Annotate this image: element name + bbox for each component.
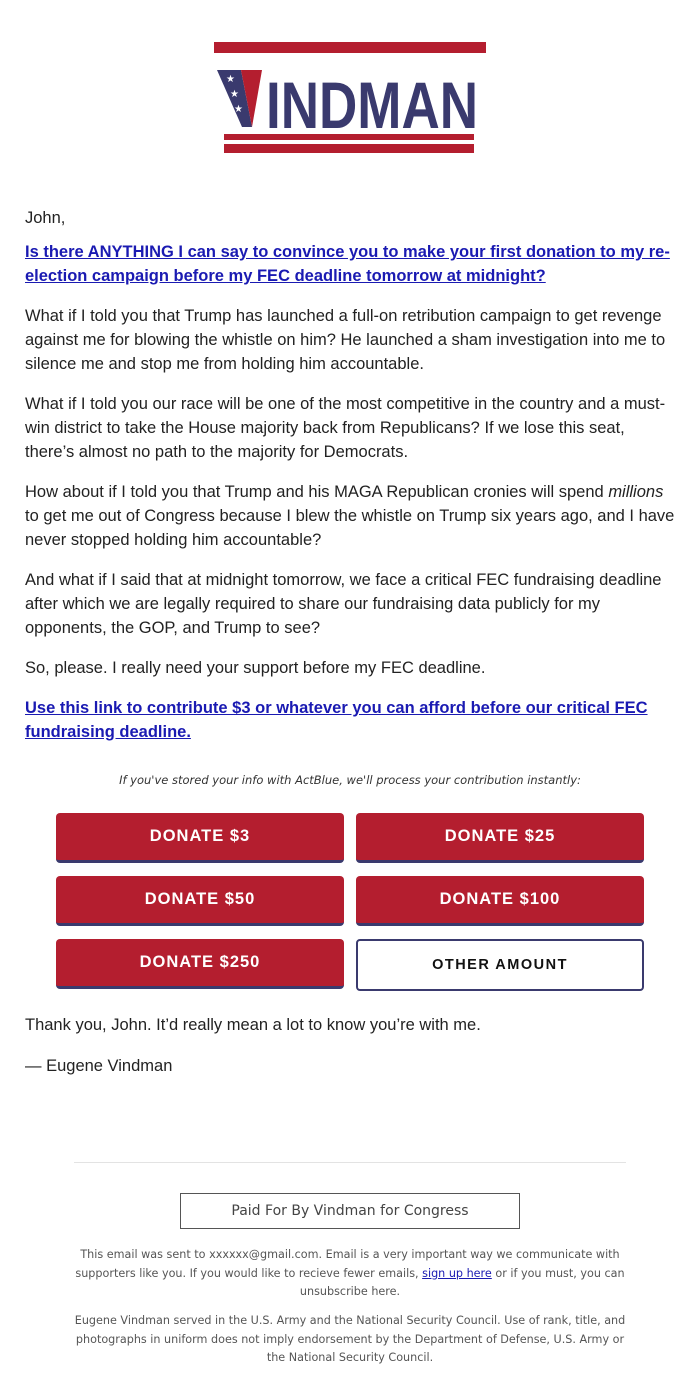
unsubscribe-link[interactable]: unsubscribe here [299,1285,397,1298]
svg-text:INDMAN: INDMAN [266,68,478,142]
paragraph-1: What if I told you that Trump has launched a full-on retribution campaign to get revenge against me for blowing the whistle on him? He launched a sham investigation into me to silence me and stop me from holding him accountable. [25,307,666,373]
other-amount-button[interactable]: OTHER AMOUNT [356,939,644,991]
contribute-link[interactable]: Use this link to contribute $3 or whatever you can afford before our critical FEC fundraising deadline. [25,699,648,741]
sign-up-link[interactable]: sign up here [422,1266,492,1280]
paid-for-box: Paid For By Vindman for Congress [180,1193,520,1229]
footer-email-notice: This email was sent to xxxxxx@gmail.com. Email is a very important way we communicate with supporters like you. If you would like to recieve fewer emails, sign up here or if you must, you can unsubscribe here. [75,1248,625,1298]
emphasis-millions: millions [608,483,664,501]
footer-divider [74,1162,626,1163]
donate-100-button[interactable]: DONATE $100 [356,876,644,926]
greeting: John, [25,209,66,227]
actblue-note: If you've stored your info with ActBlue, we'll process your contribution instantly: [119,773,581,787]
paragraph-4: And what if I said that at midnight tomorrow, we face a critical FEC fundraising deadline after which we are legally required to share our fundraising data publicly for my opponents, the GOP, and Trump to see? [25,571,662,637]
svg-text:★: ★ [234,104,243,115]
vindman-logo [212,42,488,155]
donate-25-button[interactable]: DONATE $25 [356,813,644,863]
donate-50-button[interactable]: DONATE $50 [56,876,344,926]
email-body [25,206,675,760]
paragraph-3: How about if I told you that Trump and his MAGA Republican cronies will spend millions to get me out of Congress because I blew the whistle on Trump six years ago, and I have never stopped holding him accountable? [25,483,675,549]
headline-donate-link[interactable]: Is there ANYTHING I can say to convince you to make your first donation to my re-election campaign before my FEC deadline tomorrow at midnight? [25,243,670,285]
paragraph-2: What if I told you our race will be one of the most competitive in the country and a must-win district to take the House majority back from Republicans? If we lose this seat, there’s almost no path to the majority for Democrats. [25,395,666,461]
svg-text:★: ★ [230,89,239,100]
paragraph-5: So, please. I really need your support before my FEC deadline. [25,659,486,677]
signature: — Eugene Vindman [25,1057,173,1075]
thanks-text: Thank you, John. It’d really mean a lot to know you’re with me. [25,1016,481,1034]
donate-3-button[interactable]: DONATE $3 [56,813,344,863]
svg-text:★: ★ [226,74,235,85]
footer-disclaimer: Eugene Vindman served in the U.S. Army and the National Security Council. Use of rank, title, and photographs in uniform does not imply endorsement by the Department of Defense, U.S. Army or the National Security Council. [74,1314,626,1364]
donate-250-button[interactable]: DONATE $250 [56,939,344,989]
